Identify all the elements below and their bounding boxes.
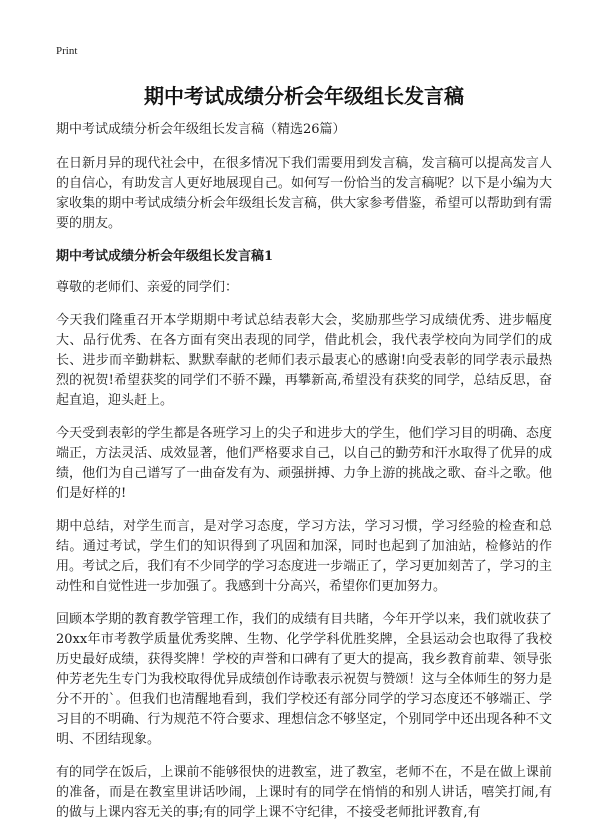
section-heading: 期中考试成绩分析会年级组长发言稿1 [56, 249, 274, 264]
body-paragraph-2: 今天受到表彰的学生都是各班学习上的尖子和进步大的学生，他们学习目的明确、态度端正，方法灵活、成效显著，他们严格要求自己，以自己的勤劳和汗水取得了优异的成绩，他们为自己谱写了一曲奋发有为、顽强拼搏、力争上游的挑战之歌、奋斗之歌。他们是好样的! [56, 426, 552, 501]
print-link[interactable]: Print [56, 45, 78, 57]
intro-paragraph: 在日新月异的现代社会中，在很多情况下我们需要用到发言稿，发言稿可以提高发言人的自信心，有助发言人更好地展现自己。如何写一份恰当的发言稿呢？以下是小编为大家收集的期中考试成绩分析会年级组长发言稿，供大家参考借鉴，希望可以帮助到有需要的朋友。 [56, 156, 552, 231]
greeting-paragraph: 尊敬的老师们、亲爱的同学们： [56, 280, 239, 295]
document-subtitle: 期中考试成绩分析会年级组长发言稿（精选26篇） [56, 122, 346, 137]
page-title: 期中考试成绩分析会年级组长发言稿 [144, 84, 464, 108]
body-paragraph-4: 回顾本学期的教育教学管理工作，我们的成绩有目共睹，今年开学以来，我们就收获了20xx年市考教学质量优秀奖牌、生物、化学学科优胜奖牌，全县运动会也取得了我校历史最好成绩，获得奖牌！学校的声誉和口碑有了更大的提高，我乡教育前辈、领导张仲芳老先生专门为我校取得优异成绩创作诗歌表示祝贺与赞颂！这与全体师生的努力是分不开的`。但我们也清醒地看到，我们学校还有部分同学的学习态度还不够端正、学习目的不明确、行为规范不符合要求、理想信念不够坚定，个别同学中还出现各种不文明、不团结现象。 [56, 612, 552, 747]
body-paragraph-1: 今天我们隆重召开本学期期中考试总结表彰大会，奖励那些学习成绩优秀、进步幅度大、品行优秀、在各方面有突出表现的同学，借此机会，我代表学校向为同学们的成长、进步而辛勤耕耘、默默奉献的老师们表示最衷心的感谢!向受表彰的同学表示最热烈的祝贺!希望获奖的同学们不骄不躁，再攀新高,希望没有获奖的同学，总结反思，奋起直追，迎头赶上。 [56, 313, 552, 408]
body-paragraph-3: 期中总结，对学生而言，是对学习态度，学习方法，学习习惯，学习经验的检查和总结。通过考试，学生们的知识得到了巩固和加深，同时也起到了加油站，检修站的作用。考试之后，我们有不少同学的学习态度进一步端正了，学习更加刻苦了，学习的主动性和自觉性进一步加强了。我感到十分高兴，希望你们更加努力。 [56, 519, 552, 594]
body-paragraph-5: 有的同学在饭后，上课前不能够很快的进教室，进了教室，老师不在，不是在做上课前的准备，而是在教室里讲话吵闹，上课时有的同学在悄悄的和别人讲话，嘻笑打闹,有的做与上课内容无关的事;有的同学上课不守纪律，不接受老师批评教育,有 [56, 765, 552, 820]
